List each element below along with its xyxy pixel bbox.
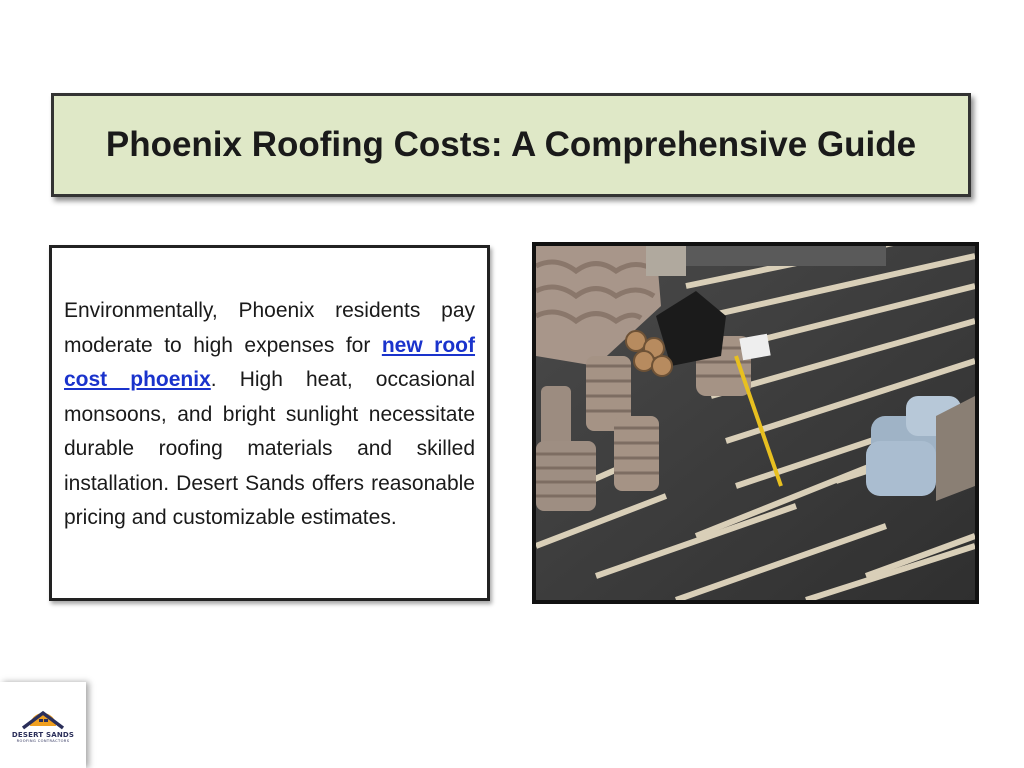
company-logo (0, 682, 86, 768)
title-banner (51, 93, 971, 197)
roof-photo (532, 242, 979, 604)
roof-photo-illustration (536, 246, 975, 600)
description-text-start: Environmentally, Phoenix residents pay moderate to high expenses for (64, 299, 475, 357)
logo-sun-roof-icon (20, 708, 66, 730)
page-title: Phoenix Roofing Costs: A Comprehensive Guide (105, 125, 917, 164)
description-text-end: . High heat, occasional monsoons, and bright sunlight necessitate durable roofing materials and skilled installation. Desert Sands offers reasonable pricing and customizable estimates. (64, 368, 475, 529)
description-text (64, 294, 475, 536)
logo-tagline: ROOFING CONTRACTORS (16, 738, 70, 743)
description-box (49, 245, 490, 601)
logo-name: DESERT SANDS (11, 730, 75, 739)
new-roof-cost-link[interactable]: new roof cost phoenix (64, 333, 476, 391)
